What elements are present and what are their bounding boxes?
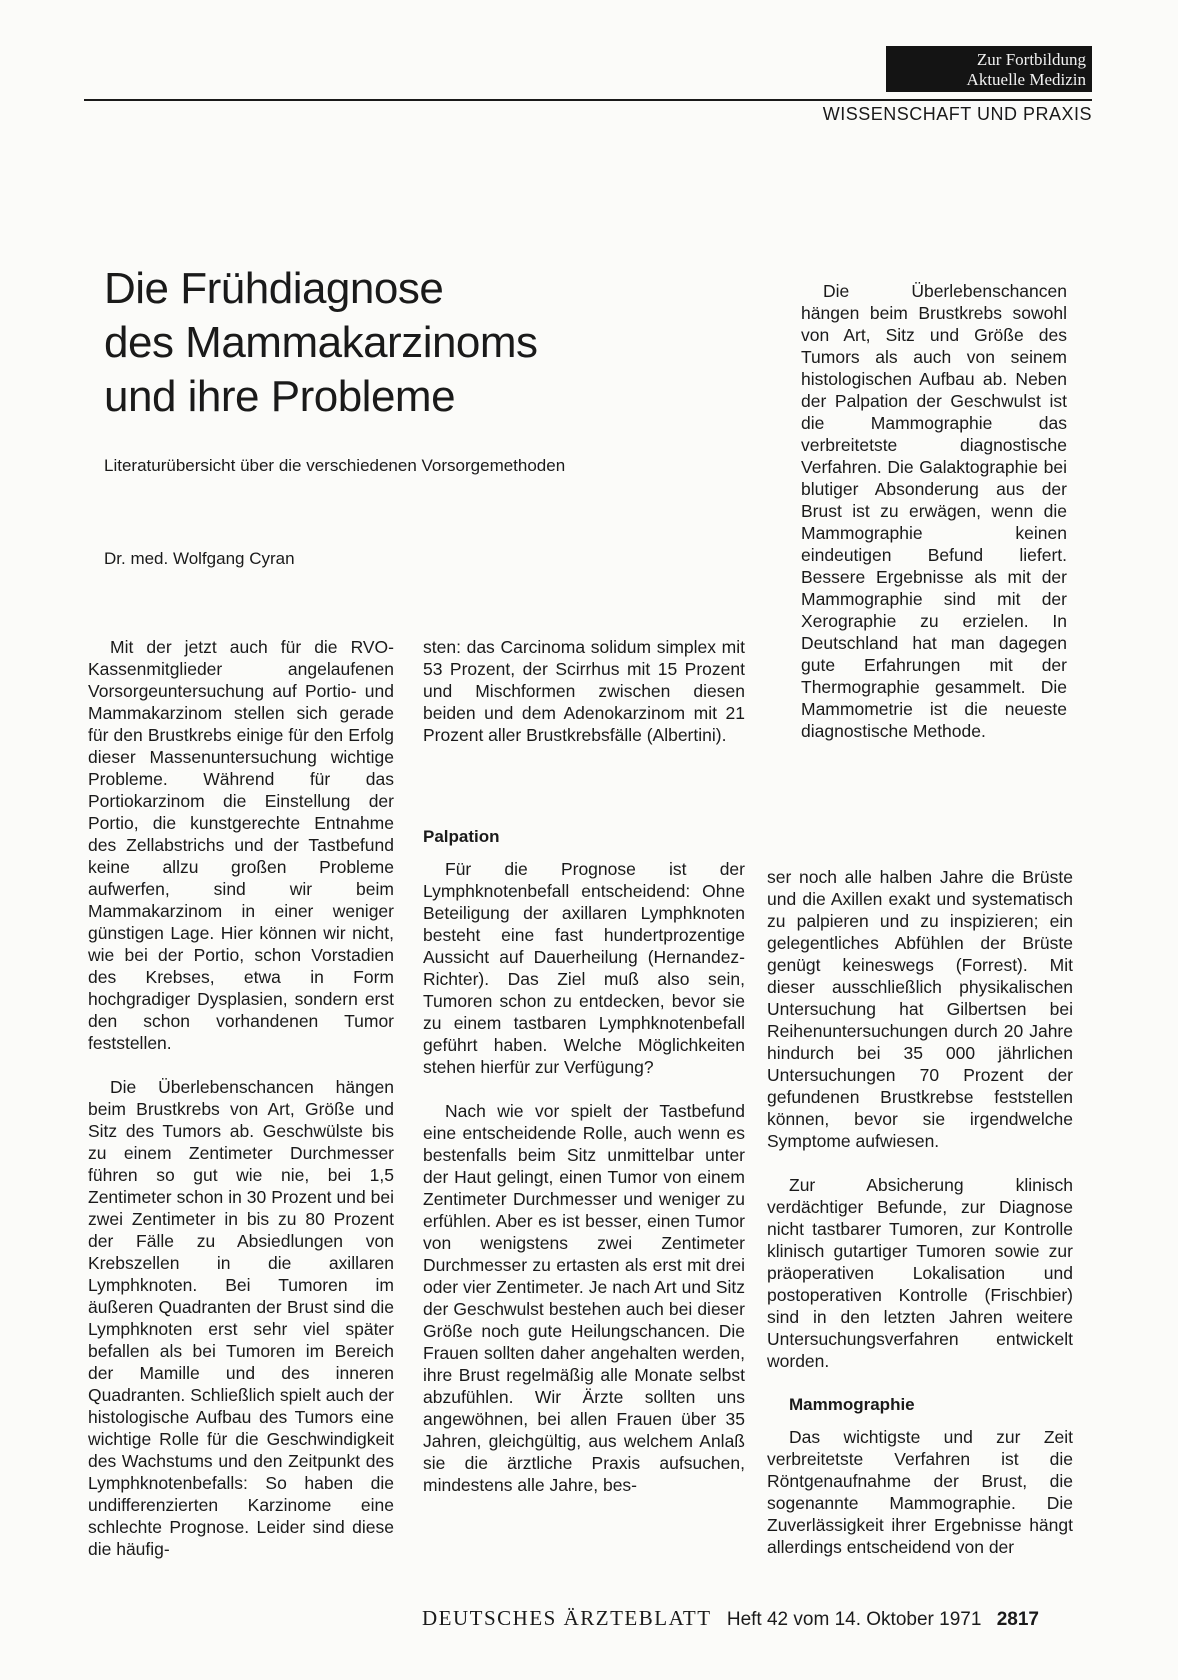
column-2 [423,826,745,1496]
paragraph: sten: das Carcinoma solidum simplex mit 53 Prozent, der Scirrhus mit 15 Prozent und Mischformen zwischen diesen beiden und dem Adenokarzinom mit 21 Prozent aller Brustkrebsfälle (Albertini). [423,637,745,745]
title-line: Die Frühdiagnose [104,264,444,313]
journal-name: DEUTSCHES ÄRZTEBLATT [422,1606,712,1630]
issue-info: Heft 42 vom 14. Oktober 1971 [726,1609,982,1630]
rubric-line-1: Zur Fortbildung [976,50,1086,69]
column-3 [767,866,1073,1558]
title-line: des Mammakarzinoms [104,318,538,367]
summary-box [801,280,1067,742]
page-number: 2817 [996,1609,1039,1630]
section-title: WISSENSCHAFT UND PRAXIS [822,104,1092,124]
column-1 [88,636,394,1560]
article-subtitle: Literaturübersicht über die verschiedenen Vorsorgemethoden [104,456,566,475]
paragraph: Das wichtigste und zur Zeit verbreitetste Verfahren ist die Röntgenaufnahme der Brust, die sogenannte Mammographie. Die Zuverlässigkeit ihrer Ergebnisse hängt allerdings entscheidend von der [767,1427,1073,1557]
paragraph: Zur Absicherung klinisch verdächtiger Befunde, zur Diagnose nicht tastbarer Tumoren, zur Kontrolle klinisch gutartiger Tumoren sowie zur präoperativen Lokalisation und postoperativen Kontrolle (Frischbier) sind in den letzten Jahren weitere Untersuchungsverfahren entwickelt worden. [767,1175,1073,1371]
paragraph: ser noch alle halben Jahre die Brüste und die Axillen exakt und systematisch zu palpieren und zu inspizieren; ein gelegentliches Abfühlen der Brüste genügt keineswegs (Forrest). Mit dieser ausschließlich physikalischen Untersuchung hat Gilbertsen bei Reihenuntersuchungen durch 20 Jahre hindurch bei 35 000 jährlichen Untersuchungen 70 Prozent der gefundenen Brustkrebse feststellen können, bevor sie irgendwelche Symptome aufwiesen. [767,867,1073,1151]
paragraph: Mit der jetzt auch für die RVO-Kassenmitglieder angelaufenen Vorsorgeuntersuchung auf Portio- und Mammakarzinom stellen sich gerade für den Brustkrebs einige für den Erfolg dieser Massenuntersuchung wichtige Probleme. Während für das Portiokarzinom die Einstellung der Portio, die kunstgerechte Entnahme des Zellabstrichs und der Tastbefund keine allzu großen Probleme aufwerfen, sind wir beim Mammakarzinom in einer weniger günstigen Lage. Hier können wir nicht, wie bei der Portio, schon Vorstadien des Krebses, etwa in Form hochgradiger Dysplasien, sondern erst den schon vorhandenen Tumor feststellen. [88,637,394,1053]
header-rule [84,99,1092,101]
rubric-line-2: Aktuelle Medizin [966,70,1086,89]
page-footer [422,1606,1039,1631]
article-author: Dr. med. Wolfgang Cyran [104,549,295,568]
paragraph: Nach wie vor spielt der Tastbefund eine entscheidende Rolle, auch wenn es bestenfalls beim Sitz unmittelbar unter der Haut gelingt, einen Tumor von einem Zentimeter Durchmesser und weniger zu erfühlen. Aber es ist besser, einen Tumor von wenigstens zwei Zentimeter Durchmesser zu ertasten als erst mit drei oder vier Zentimeter. Je nach Art und Sitz der Geschwulst bestehen auch bei dieser Größe noch gute Heilungschancen. Die Frauen sollten daher angehalten werden, ihre Brust regelmäßig alle Monate selbst abzufühlen. Wir Ärzte sollten uns angewöhnen, bei allen Frauen über 35 Jahren, gleichgültig, aus welchem Anlaß sie die ärztliche Praxis aufsuchen, mindestens alle Jahre, bes- [423,1101,745,1495]
paragraph: Für die Prognose ist der Lymphknotenbefall entscheidend: Ohne Beteiligung der axillaren Lymphknoten besteht eine fast hundertprozentige Aussicht auf Dauerheilung (Hernandez-Richter). Das Ziel muß also sein, Tumoren schon zu entdecken, bevor sie zu einem tastbaren Lymphknotenbefall geführt haben. Welche Möglichkeiten stehen hierfür zur Verfügung? [423,859,745,1077]
heading-mammographie: Mammographie [789,1395,915,1414]
column-2-top [423,636,745,746]
rubric-badge [886,46,1092,92]
article-title [104,262,664,424]
summary-text: Die Überlebenschancen hängen beim Brustkrebs sowohl von Art, Sitz und Größe des Tumors als auch von seinem histologischen Aufbau ab. Neben der Palpation der Geschwulst ist die Mammographie das verbreitetste diagnostische Verfahren. Die Galaktographie bei blutiger Absonderung aus der Brust ist zu erwägen, wenn die Mammographie keinen eindeutigen Befund liefert. Bessere Ergebnisse als mit der Mammographie sind mit der Xerographie zu erzielen. In Deutschland hat man dagegen gute Erfahrungen mit der Thermographie gesammelt. Die Mammometrie ist die neueste diagnostische Methode. [801,281,1067,741]
paragraph: Die Überlebenschancen hängen beim Brustkrebs von Art, Größe und Sitz des Tumors ab. Geschwülste bis zu einem Zentimeter Durchmesser führen so gut wie nie, bei 1,5 Zentimeter schon in 30 Prozent und bei zwei Zentimeter in bis zu 80 Prozent der Fälle zu Absiedlungen von Krebszellen in die axillaren Lymphknoten. Bei Tumoren im äußeren Quadranten der Brust sind die Lymphknoten erst sehr viel später befallen als bei Tumoren im Bereich der Mamille und des inneren Quadranten. Schließlich spielt auch der histologische Aufbau des Tumors eine wichtige Rolle für die Geschwindigkeit des Wachstums und den Zeitpunkt des Lymphknotenbefalls: So haben die undifferenzierten Karzinome eine schlechte Prognose. Leider sind diese die häufig- [88,1077,394,1559]
title-line: und ihre Probleme [104,372,456,421]
heading-palpation: Palpation [423,827,500,846]
